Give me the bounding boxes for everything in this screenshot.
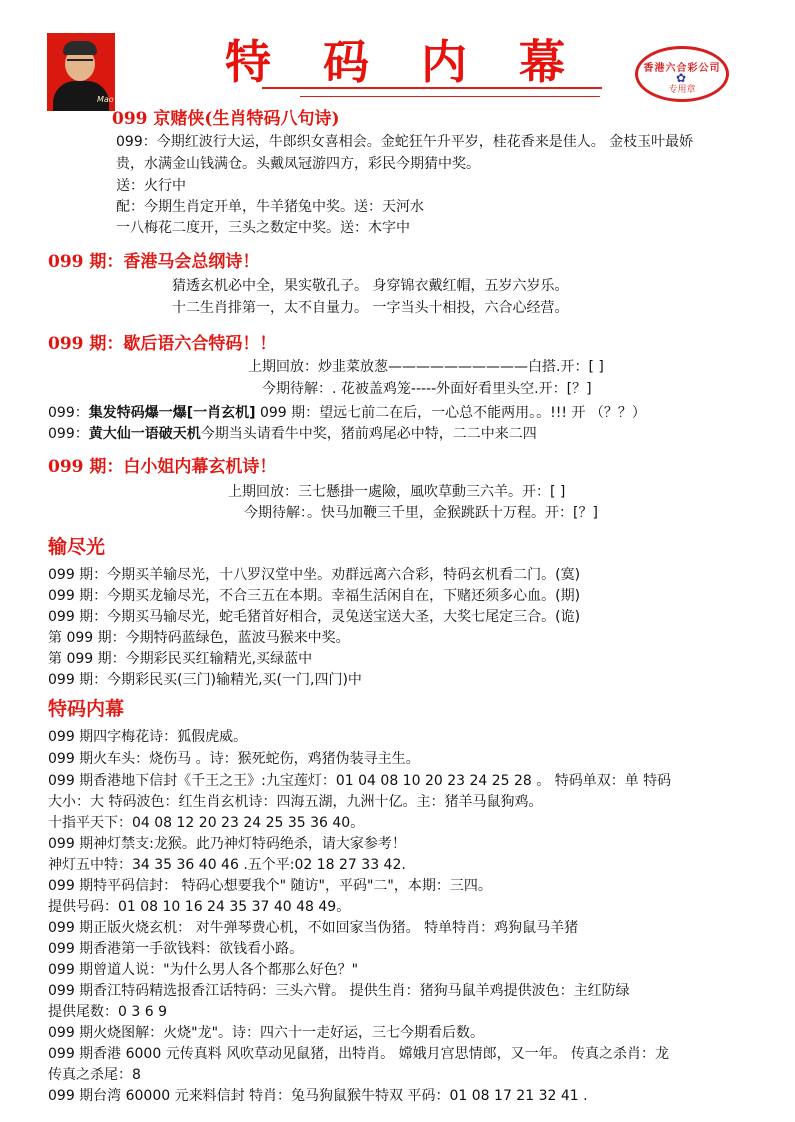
row-bold: 黄大仙一语破天机 [88, 426, 201, 442]
section-line: 099 期曾道人说："为什么男人各个都那么好色？" [48, 962, 359, 978]
section-line: 十二生肖排第一，太不自量力。 一字当头十相投，六合心经营。 [172, 300, 569, 316]
row-rest: 099 期：望远七前二在后，一心总不能两用。。!!! 开 （？？） [255, 405, 646, 421]
section-line: 099 期：今期彩民买(三门)输精光,买(一门,四门)中 [48, 672, 362, 688]
row-prefix: 099： [48, 426, 89, 442]
section-line: 今期待解：。快马加鞭三千里，金猴跳跃十万程。开：[？] [244, 505, 598, 521]
section-line: 099 期香港 6000 元传真料 风吹草动见鼠猪，出特肖。 嫦娥月宫思情郎，又一年。 传真之杀肖：龙 [48, 1046, 670, 1062]
page-title: 特码内幕 [225, 35, 617, 89]
section-heading-jingduxia: 099 京赌侠(生肖特码八句诗) [112, 109, 340, 129]
huangdaxian-row [48, 423, 537, 443]
section-heading-temaneimu: 特码内幕 [48, 698, 125, 720]
section-line: 猜透玄机必中全，果实敬孔子。 身穿锦衣戴红帽，五岁六岁乐。 [172, 278, 569, 294]
section-line: 神灯五中特：34 35 36 40 46 .五个平:02 18 27 33 42. [48, 857, 406, 873]
section-line: 099 期台湾 60000 元来料信封 特肖：兔马狗鼠猴牛特双 平码：01 08 17 21 32 41 . [48, 1088, 588, 1104]
section-heading-baixiaojie: 099 期：白小姐内幕玄机诗！ [48, 457, 277, 477]
section-line: 今期待解：. 花被盖鸡笼-----外面好看里头空.开：[？] [262, 381, 592, 397]
section-line: 第 099 期：今期特码蓝绿色，蓝波马猴来中奖。 [48, 630, 350, 646]
section-line: 099：今期红波行大运，牛郎织女喜相会。金蛇狂午升平岁，桂花香来是佳人。 金枝玉叶最娇 [116, 134, 694, 150]
section-line: 提供尾数：0 3 6 9 [48, 1004, 167, 1020]
section-line: 099 期正版火烧玄机： 对牛弹琴费心机，不如回家当伪猪。 特单特肖：鸡狗鼠马羊猪 [48, 920, 579, 936]
section-heading-zonggang: 099 期：香港马会总纲诗！ [48, 252, 260, 272]
section-line: 一八梅花二度开，三头之数定中奖。送：木字中 [116, 220, 410, 236]
section-line: 099 期：今期买马输尽光，蛇毛猪首好相合，灵兔送宝送大圣，大奖七尾定三合。(诡) [48, 609, 581, 625]
section-line: 099 期：今期买龙输尽光，不合三五在本期。幸福生活闲自在，下赌还须多心血。(期) [48, 588, 581, 604]
seal-text: 香港六合彩公司 [643, 63, 721, 74]
section-line: 099 期神灯禁支:龙猴。此乃神灯特码绝杀，请大家参考！ [48, 836, 406, 852]
title-underline [262, 87, 602, 89]
jifa-row [48, 402, 646, 422]
section-line: 099 期火车头：烧伤马 。诗：猴死蛇伤，鸡猪伪装寻主生。 [48, 751, 420, 767]
section-line: 送：火行中 [116, 178, 186, 194]
section-line: 传真之杀尾：8 [48, 1067, 141, 1083]
section-line: 099 期火烧图解：火烧"龙"。诗：四六十一走好运，三七今期看后数。 [48, 1025, 485, 1041]
section-line: 贵，水满金山钱满仓。头戴凤冠游四方，彩民今期猜中奖。 [116, 156, 480, 172]
title-underline-thin [300, 96, 600, 97]
section-heading-xiehouyu: 099 期：歇后语六合特码！！ [48, 334, 277, 354]
section-line: 099 期四字梅花诗：狐假虎威。 [48, 729, 248, 745]
row-rest: 今期当头请看牛中奖，猪前鸡尾必中特，二二中来二四 [200, 426, 537, 442]
section-line: 099 期：今期买羊输尽光，十八罗汉堂中坐。劝群远离六合彩，特码玄机看二门。(寞) [48, 567, 581, 583]
section-line: 十指平天下：04 08 12 20 23 24 25 35 36 40。 [48, 815, 365, 831]
section-line: 配：今期生肖定开单，牛羊猪兔中奖。送：天河水 [116, 199, 424, 215]
row-prefix: 099： [48, 405, 89, 421]
section-line: 099 期特平码信封： 特码心想要我个" 随访"，平码"二"，本期：三四。 [48, 878, 492, 894]
section-line: 大小：大 特码波色：红生肖玄机诗：四海五湖，九洲十亿。主：猪羊马鼠狗鸡。 [48, 794, 543, 810]
section-line: 第 099 期：今期彩民买红输精光,买绿蓝中 [48, 651, 313, 667]
photo-signature: Mao [97, 95, 114, 104]
portrait-photo [47, 33, 115, 111]
section-line: 上期回放：炒韭菜放葱——————————白搭.开：[ ] [248, 359, 604, 375]
seal-star-icon: ✿ [676, 71, 687, 85]
row-bold: 集发特码爆一爆[一肖玄机] [88, 405, 256, 421]
section-line: 099 期香江特码精选报香江话特码：三头六臂。 提供生肖：猪狗马鼠羊鸡提供波色：主红防绿 [48, 983, 630, 999]
section-line: 099 期香港第一手欲钱料：欲钱看小路。 [48, 941, 304, 957]
section-heading-shujinguang: 输尽光 [48, 536, 106, 558]
section-line: 099 期香港地下信封《千王之王》:九宝莲灯：01 04 08 10 20 23 24 25 28 。 特码单双：单 特码 [48, 773, 672, 789]
company-seal [635, 46, 729, 102]
section-line: 上期回放：三七懸掛一處險，風吹草動三六羊。开：[ ] [228, 484, 566, 500]
section-line: 提供号码：01 08 10 16 24 35 37 40 48 49。 [48, 899, 351, 915]
seal-subtext: 专用章 [668, 85, 696, 95]
